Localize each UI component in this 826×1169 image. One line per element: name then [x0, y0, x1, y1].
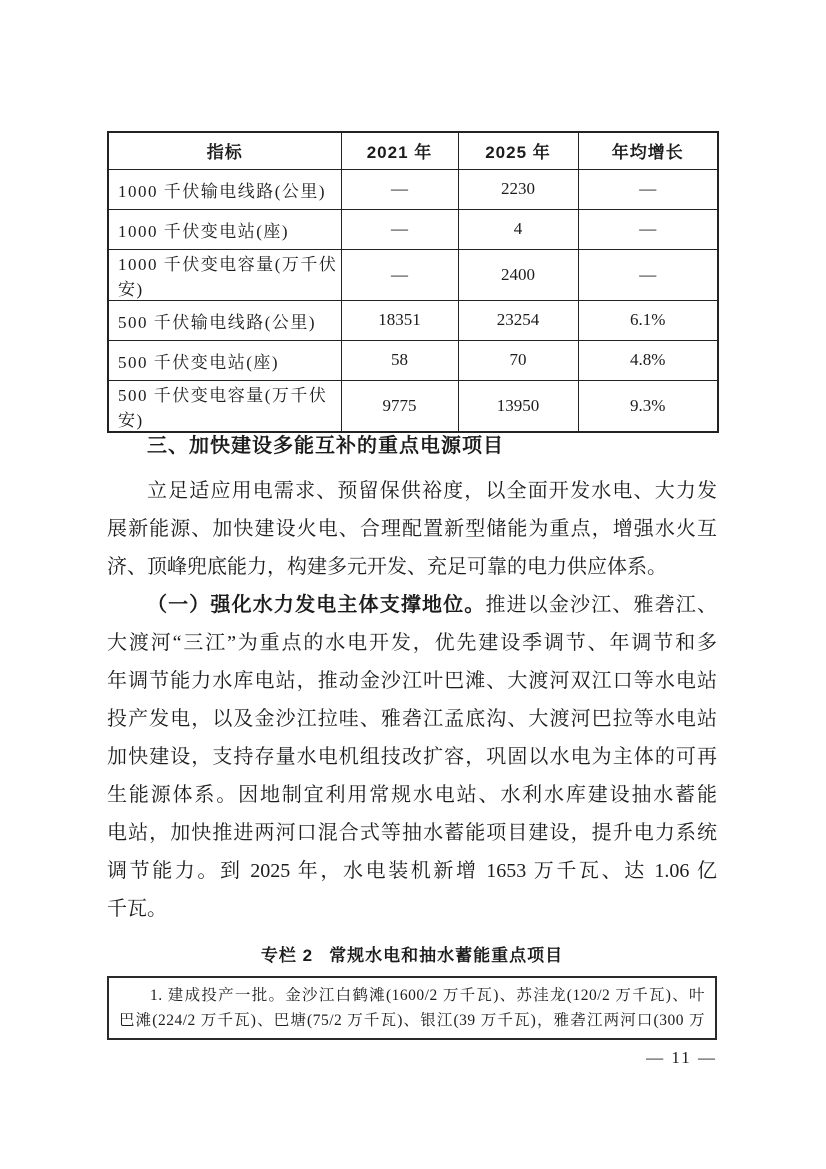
table-row	[108, 300, 718, 340]
table-header-row	[108, 132, 718, 169]
body-text	[107, 472, 717, 928]
paragraph-lead: （一）强化水力发电主体支撑地位。	[147, 594, 486, 616]
page-number: — 11 —	[646, 1048, 717, 1067]
table-row	[108, 169, 718, 209]
table-row	[108, 340, 718, 380]
paragraph-line: 调节能力。到 2025 年，水电装机新增 1653 万千瓦、达 1.06 亿	[107, 860, 717, 882]
paragraph-line: 展新能源、加快建设火电、合理配置新型储能为重点，增强水火互	[107, 518, 717, 540]
cell-2021: 9775	[341, 380, 458, 432]
cell-2021: 18351	[341, 300, 458, 340]
cell-growth: 9.3%	[578, 380, 718, 432]
cell-2025: 13950	[458, 380, 578, 432]
paragraph-line: 年调节能力水库电站，推动金沙江叶巴滩、大渡河双江口等水电站	[107, 670, 717, 692]
table-header-growth: 年均增长	[578, 132, 718, 169]
cell-growth: —	[578, 209, 718, 249]
table-header-indicator: 指标	[108, 132, 341, 169]
cell-indicator: 500 千伏变电站(座)	[108, 340, 341, 380]
cell-growth: 4.8%	[578, 340, 718, 380]
cell-indicator: 1000 千伏输电线路(公里)	[108, 169, 341, 209]
paragraph-line: 立足适应用电需求、预留保供裕度，以全面开发水电、大力发	[147, 480, 717, 502]
cell-growth: —	[578, 249, 718, 300]
paragraph-lead-rest: 推进以金沙江、雅砻江、	[485, 594, 718, 616]
cell-growth: —	[578, 169, 718, 209]
cell-2021: —	[341, 169, 458, 209]
grid-indicators-table	[107, 131, 719, 433]
table-row	[108, 209, 718, 249]
column-box-title-text: 常规水电和抽水蓄能重点项目	[329, 946, 564, 965]
paragraph-line: 加快建设，支持存量水电机组技改扩容，巩固以水电为主体的可再	[107, 746, 717, 768]
paragraph-line: 投产发电，以及金沙江拉哇、雅砻江孟底沟、大渡河巴拉等水电站	[107, 708, 717, 730]
cell-2025: 2230	[458, 169, 578, 209]
paragraph-line: 大渡河“三江”为重点的水电开发，优先建设季调节、年调节和多	[107, 632, 717, 654]
cell-indicator: 500 千伏输电线路(公里)	[108, 300, 341, 340]
cell-indicator: 500 千伏变电容量(万千伏安)	[108, 380, 341, 432]
cell-2025: 4	[458, 209, 578, 249]
table-row	[108, 249, 718, 300]
paragraph-line: 千瓦。	[107, 898, 167, 920]
cell-2025: 23254	[458, 300, 578, 340]
cell-2021: 58	[341, 340, 458, 380]
cell-2021: —	[341, 209, 458, 249]
cell-2021: —	[341, 249, 458, 300]
column-box	[107, 976, 717, 1040]
column-box-label: 专栏 2	[260, 946, 314, 965]
box-line: 1. 建成投产一批。金沙江白鹤滩(1600/2 万千瓦)、苏洼龙(120/2 万千瓦)、叶	[150, 987, 705, 1004]
column-box-title	[107, 941, 717, 966]
paragraph-line: 电站，加快推进两河口混合式等抽水蓄能项目建设，提升电力系统	[107, 822, 717, 844]
cell-2025: 2400	[458, 249, 578, 300]
cell-2025: 70	[458, 340, 578, 380]
section-heading: 三、加快建设多能互补的重点电源项目	[147, 435, 504, 457]
table-row	[108, 380, 718, 432]
cell-indicator: 1000 千伏变电站(座)	[108, 209, 341, 249]
table-header-2025: 2025 年	[458, 132, 578, 169]
cell-indicator: 1000 千伏变电容量(万千伏安)	[108, 249, 341, 300]
box-line: 巴滩(224/2 万千瓦)、巴塘(75/2 万千瓦)、银江(39 万千瓦)，雅砻江两河口(300 万	[119, 1012, 705, 1029]
paragraph-line: 济、顶峰兜底能力，构建多元开发、充足可靠的电力供应体系。	[107, 556, 667, 578]
paragraph-line: 生能源体系。因地制宜利用常规水电站、水利水库建设抽水蓄能	[107, 784, 717, 806]
cell-growth: 6.1%	[578, 300, 718, 340]
table-header-2021: 2021 年	[341, 132, 458, 169]
paragraph-line	[107, 586, 717, 624]
